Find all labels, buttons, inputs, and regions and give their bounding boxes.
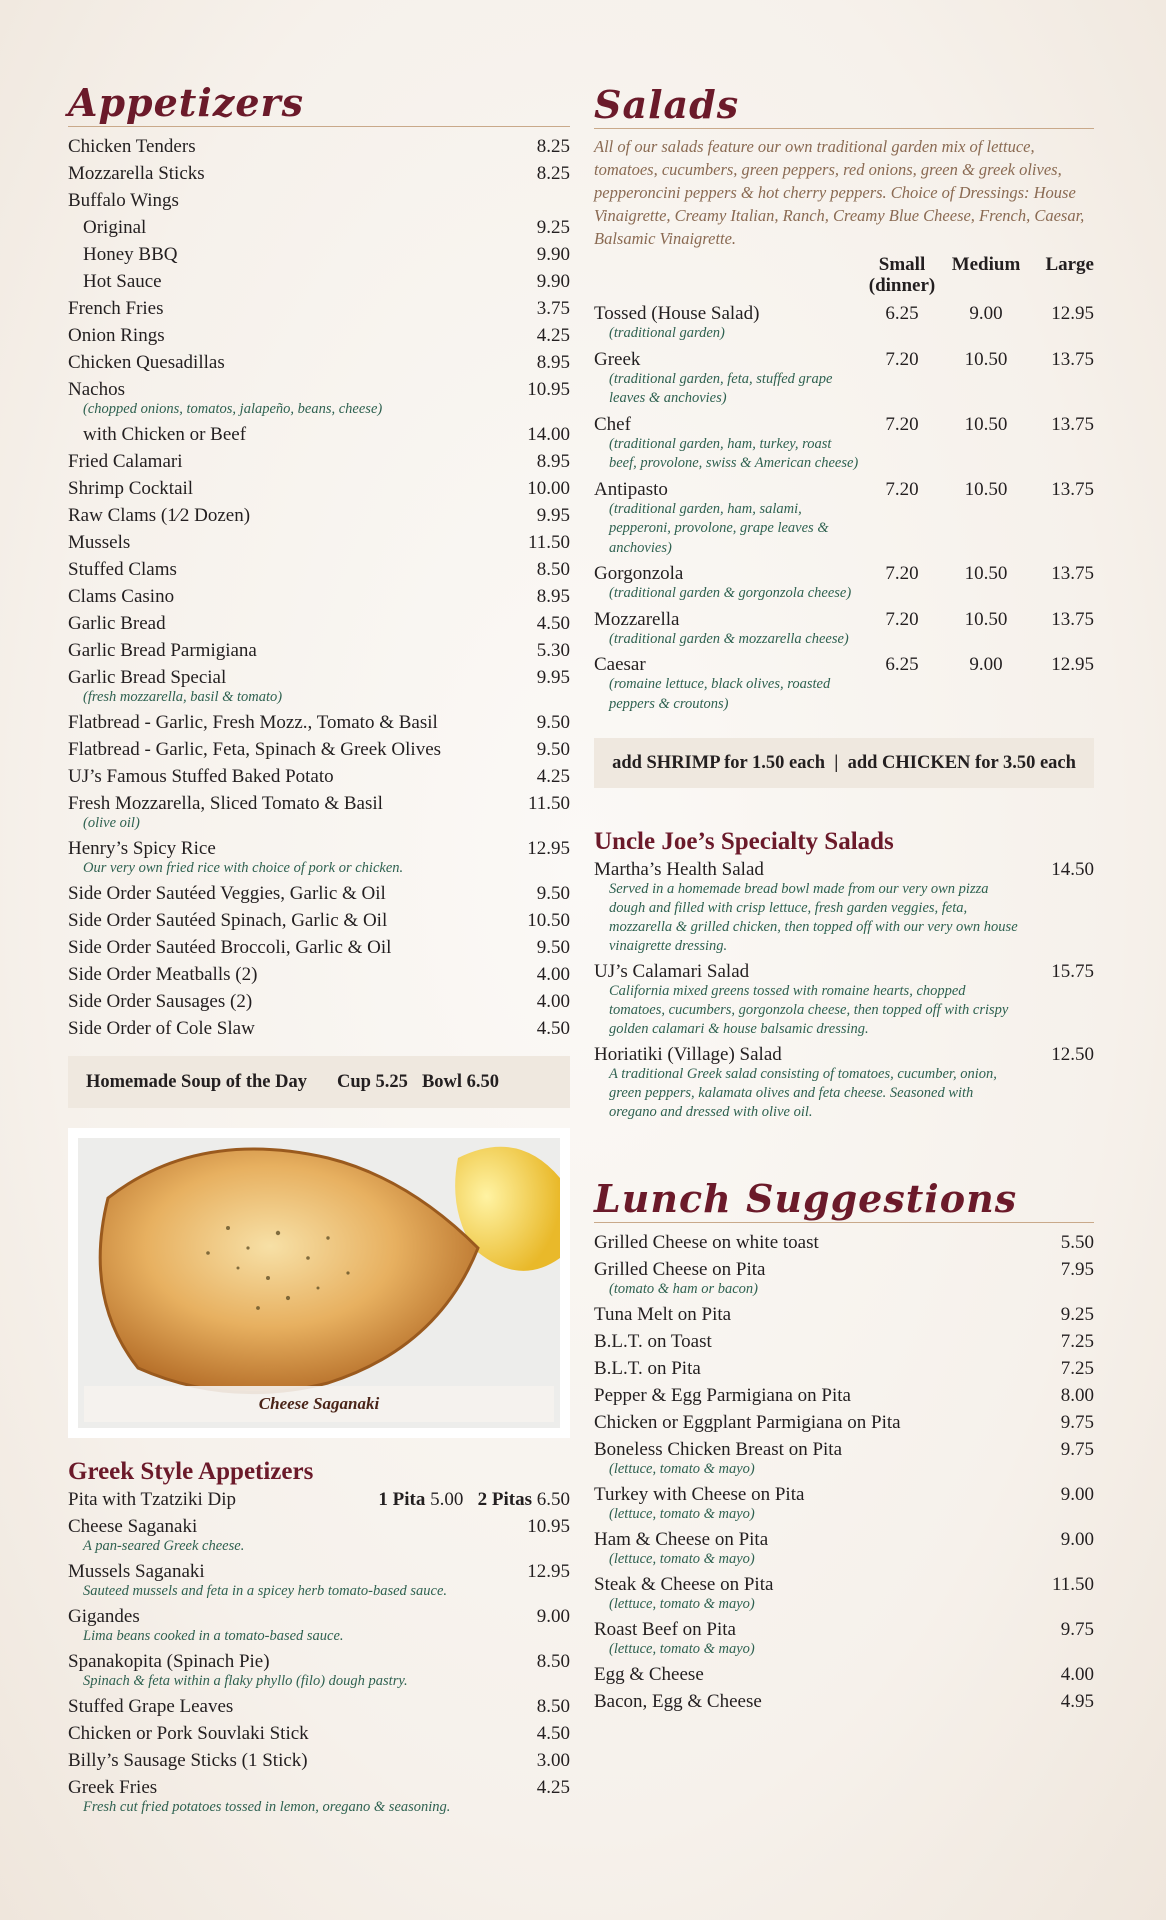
- salad-name: Greek: [594, 348, 641, 370]
- menu-item: [68, 835, 570, 862]
- item-description: (lettuce, tomato & mayo): [609, 1506, 755, 1522]
- item-description: California mixed greens tossed with romaine hearts, chopped tomatoes, cucumbers, gorgonzola cheese, then topped off with crispy golden calamari & house balsamic dressing.: [609, 983, 1009, 1037]
- item-name: Roast Beef on Pita: [594, 1619, 736, 1640]
- salad-price-medium: 10.50: [964, 413, 1008, 435]
- menu-item: [68, 421, 570, 448]
- item-name: UJ’s Calamari Salad: [594, 961, 750, 982]
- menu-item: [68, 1015, 570, 1042]
- specialty-salads-list: [594, 856, 1094, 1122]
- item-price: 5.50: [1060, 1232, 1094, 1253]
- salads-list: [594, 300, 1094, 716]
- item-price: 9.00: [1060, 1529, 1094, 1550]
- item-name: B.L.T. on Toast: [594, 1331, 712, 1352]
- item-name: Chicken or Pork Souvlaki Stick: [68, 1723, 309, 1744]
- item-name: Nachos: [68, 379, 125, 400]
- menu-item: [594, 1526, 1094, 1553]
- item-name: Stuffed Grape Leaves: [68, 1696, 234, 1717]
- item-description: Our very own fried rice with choice of pork or chicken.: [83, 860, 404, 876]
- menu-item: [68, 1720, 570, 1747]
- col-small: Small (dinner): [868, 254, 936, 296]
- menu-item: [68, 322, 570, 349]
- item-price: 4.25: [536, 325, 570, 346]
- item-price: 3.00: [536, 1750, 570, 1771]
- item-price: 4.25: [536, 766, 570, 787]
- salad-item: [594, 411, 1094, 476]
- salad-name: Antipasto: [594, 478, 668, 500]
- menu-item: [68, 880, 570, 907]
- item-name: Grilled Cheese on Pita: [594, 1259, 766, 1280]
- menu-item: [594, 1041, 1094, 1068]
- salad-item: [594, 476, 1094, 561]
- salad-description: (traditional garden, feta, stuffed grape leaves & anchovies): [609, 370, 833, 406]
- item-name: French Fries: [68, 298, 164, 319]
- menu-item: [68, 529, 570, 556]
- item-name: Garlic Bread: [68, 613, 166, 634]
- item-name: Mozzarella Sticks: [68, 163, 205, 184]
- item-description: A pan-seared Greek cheese.: [83, 1538, 245, 1554]
- menu-item: [68, 790, 570, 817]
- salad-name-block: [594, 651, 860, 716]
- salad-price-large: 13.75: [1051, 348, 1094, 370]
- item-name: Fresh Mozzarella, Sliced Tomato & Basil: [68, 793, 383, 814]
- item-price: 9.00: [1060, 1484, 1094, 1505]
- item-description: (lettuce, tomato & mayo): [609, 1596, 755, 1612]
- soup-cup-price: Cup 5.25: [336, 1071, 408, 1092]
- item-name: Greek Fries: [68, 1777, 158, 1798]
- menu-item: [594, 1436, 1094, 1463]
- item-name: Onion Rings: [68, 325, 165, 346]
- item-name: Cheese Saganaki: [68, 1516, 198, 1537]
- salad-name: Mozzarella: [594, 608, 680, 630]
- menu-item: [594, 1355, 1094, 1382]
- item-price: 3.75: [536, 298, 570, 319]
- salad-price-small: 6.25: [885, 303, 919, 324]
- menu-item: [68, 502, 570, 529]
- item-description: Sauteed mussels and feta in a spicey herb tomato-based sauce.: [83, 1583, 448, 1599]
- item-description: Fresh cut fried potatoes tossed in lemon, oregano & seasoning.: [83, 1799, 451, 1815]
- item-price: 10.50: [527, 910, 570, 931]
- item-price: 9.95: [536, 667, 570, 688]
- salad-size-headers: [594, 254, 1094, 296]
- item-price: 4.50: [536, 1018, 570, 1039]
- item-name: Shrimp Cocktail: [68, 478, 194, 499]
- menu-item: [68, 907, 570, 934]
- salad-item: [594, 651, 1094, 716]
- salad-price-small: 7.20: [885, 348, 919, 370]
- col-medium: Medium: [951, 254, 1021, 275]
- photo-caption: Cheese Saganaki: [84, 1386, 554, 1422]
- item-price: 7.25: [1060, 1358, 1094, 1379]
- menu-item: [68, 988, 570, 1015]
- salad-price-small: 7.20: [885, 608, 919, 630]
- greek-appetizers-title: Greek Style Appetizers: [68, 1458, 314, 1485]
- saganaki-image: [78, 1138, 560, 1428]
- item-name: Mussels: [68, 532, 131, 553]
- item-name: Honey BBQ: [83, 244, 178, 265]
- item-price: 11.50: [527, 532, 570, 553]
- item-name: Buffalo Wings: [68, 190, 179, 211]
- item-price: 9.75: [1060, 1412, 1094, 1433]
- menu-item: [68, 961, 570, 988]
- item-name: Clams Casino: [68, 586, 175, 607]
- item-name: UJ’s Famous Stuffed Baked Potato: [68, 766, 334, 787]
- item-name: Garlic Bread Parmigiana: [68, 640, 257, 661]
- salad-price-medium: 9.00: [969, 654, 1003, 675]
- item-name: Gigandes: [68, 1606, 140, 1627]
- item-price: 9.95: [536, 505, 570, 526]
- item-price: 8.95: [536, 352, 570, 373]
- salad-name-block: [594, 476, 860, 561]
- menu-item: [68, 736, 570, 763]
- salad-description: (traditional garden & mozzarella cheese): [609, 630, 849, 647]
- menu-item: [68, 1603, 570, 1630]
- salad-price-small: 6.25: [885, 654, 919, 675]
- item-description: (olive oil): [83, 815, 140, 831]
- item-price: 4.00: [1060, 1664, 1094, 1685]
- salad-price-large: 13.75: [1051, 478, 1094, 500]
- menu-item: [68, 1558, 570, 1585]
- menu-item: [594, 856, 1094, 883]
- menu-item: [594, 1571, 1094, 1598]
- item-name: Billy’s Sausage Sticks (1 Stick): [68, 1750, 308, 1771]
- item-price: 14.00: [527, 424, 570, 445]
- menu-item: [68, 709, 570, 736]
- menu-item: [594, 1481, 1094, 1508]
- salad-name: Chef: [594, 413, 631, 435]
- menu-item: [594, 1301, 1094, 1328]
- item-price: 11.50: [1051, 1574, 1094, 1595]
- item-price: 5.30: [536, 640, 570, 661]
- menu-item: [594, 1328, 1094, 1355]
- item-name: Garlic Bread Special: [68, 667, 227, 688]
- item-name: Side Order Meatballs (2): [68, 964, 258, 985]
- item-price: 9.50: [536, 937, 570, 958]
- item-price: 8.95: [536, 451, 570, 472]
- menu-item: [594, 1409, 1094, 1436]
- salad-description: (traditional garden): [609, 325, 725, 341]
- item-description: A traditional Greek salad consisting of tomatoes, cucumber, onion, green peppers, kalamata olives and feta cheese. Seasoned with oregano and dressed with olive oil.: [609, 1066, 997, 1120]
- item-price: 4.95: [1060, 1691, 1094, 1712]
- salad-price-large: 13.75: [1051, 608, 1094, 630]
- menu-item: [594, 958, 1094, 985]
- item-price: 4.25: [536, 1777, 570, 1798]
- item-price: 4.00: [536, 964, 570, 985]
- menu-item: [68, 763, 570, 790]
- item-price: 8.25: [536, 136, 570, 157]
- salad-price-small: 7.20: [885, 478, 919, 500]
- item-name: Side Order of Cole Slaw: [68, 1018, 255, 1039]
- menu-item: [68, 583, 570, 610]
- photo-frame: [78, 1138, 560, 1428]
- salad-price-large: 12.95: [1051, 303, 1094, 324]
- menu-item: [68, 448, 570, 475]
- menu-item: [594, 1661, 1094, 1688]
- item-name: Martha’s Health Salad: [594, 859, 764, 880]
- menu-item: [68, 1693, 570, 1720]
- item-price: 9.25: [536, 217, 570, 238]
- salad-name: Tossed (House Salad): [594, 303, 760, 324]
- soup-callout: [68, 1056, 570, 1108]
- salad-description: (traditional garden, ham, turkey, roast beef, provolone, swiss & American cheese): [609, 435, 859, 471]
- salad-price-large: 12.95: [1051, 654, 1094, 675]
- menu-item: [68, 214, 570, 241]
- menu-item: [594, 1382, 1094, 1409]
- menu-item: [68, 295, 570, 322]
- salad-item: [594, 606, 1094, 652]
- one-pita-label: 1 Pita: [378, 1489, 426, 1510]
- item-name: Raw Clams (1⁄2 Dozen): [68, 505, 251, 526]
- item-description: (lettuce, tomato & mayo): [609, 1461, 755, 1477]
- col-large: Large: [1045, 254, 1094, 275]
- salad-item: [594, 560, 1094, 606]
- item-name: Side Order Sautéed Broccoli, Garlic & Oil: [68, 937, 392, 958]
- item-name: Flatbread - Garlic, Fresh Mozz., Tomato & Basil: [68, 712, 438, 733]
- salad-name-block: [594, 606, 860, 652]
- item-price: 8.00: [1060, 1385, 1094, 1406]
- item-name: Hot Sauce: [83, 271, 162, 292]
- menu-item: [68, 934, 570, 961]
- item-description: Spinach & feta within a flaky phyllo (filo) dough pastry.: [83, 1673, 408, 1689]
- salad-item: [594, 300, 1094, 346]
- item-price: 9.00: [536, 1606, 570, 1627]
- item-name: Egg & Cheese: [594, 1664, 704, 1685]
- item-price: 9.50: [536, 712, 570, 733]
- salad-price-small: 7.20: [885, 413, 919, 435]
- item-price: 10.95: [527, 1516, 570, 1537]
- item-name: Side Order Sautéed Spinach, Garlic & Oil: [68, 910, 388, 931]
- salad-price-medium: 10.50: [964, 478, 1008, 500]
- item-description: (chopped onions, tomatos, jalapeño, beans, cheese): [83, 401, 383, 417]
- menu-item: [594, 1256, 1094, 1283]
- item-name: Pepper & Egg Parmigiana on Pita: [594, 1385, 851, 1406]
- item-description: Lima beans cooked in a tomato-based sauce.: [83, 1628, 344, 1644]
- item-name: Horiatiki (Village) Salad: [594, 1044, 782, 1065]
- soup-label: Homemade Soup of the Day: [86, 1071, 307, 1092]
- one-pita-price: 5.00: [430, 1489, 464, 1510]
- appetizers-list: [68, 133, 570, 1042]
- item-price: 10.00: [527, 478, 570, 499]
- menu-item: [68, 556, 570, 583]
- salads-title: Salads: [594, 86, 1094, 129]
- item-price: 15.75: [1051, 961, 1094, 982]
- item-name: Grilled Cheese on white toast: [594, 1232, 819, 1253]
- salad-price-medium: 10.50: [964, 348, 1008, 370]
- item-name: Mussels Saganaki: [68, 1561, 205, 1582]
- salad-name-block: [594, 300, 860, 346]
- salad-name-block: [594, 346, 860, 411]
- menu-item: [68, 187, 570, 214]
- salad-addon-callout: add SHRIMP for 1.50 each | add CHICKEN for 3.50 each: [594, 738, 1094, 788]
- menu-item: [68, 349, 570, 376]
- salads-intro: All of our salads feature our own traditional garden mix of lettuce, tomatoes, cucumbers, green peppers, red onions, green & greek olives, pepperoncini peppers & hot cherry peppers. Choice of Dressings: House Vinaigrette, Creamy Italian, Ranch, Creamy Blue Cheese, French, Caesar, Balsamic Vinaigrette.: [594, 137, 1085, 248]
- lunch-list: [594, 1229, 1094, 1715]
- menu-item: [594, 1688, 1094, 1715]
- item-price: 12.50: [1051, 1044, 1094, 1065]
- item-price: 9.75: [1060, 1439, 1094, 1460]
- item-price: 4.00: [536, 991, 570, 1012]
- item-price: 9.50: [536, 883, 570, 904]
- item-price: 4.50: [536, 613, 570, 634]
- item-price: 9.90: [536, 244, 570, 265]
- item-name: Original: [83, 217, 147, 238]
- salad-price-medium: 10.50: [964, 608, 1008, 630]
- item-name: Tuna Melt on Pita: [594, 1304, 732, 1325]
- menu-item: [68, 664, 570, 691]
- item-name: Henry’s Spicy Rice: [68, 838, 216, 859]
- item-price: 8.50: [536, 1651, 570, 1672]
- item-price: 14.50: [1051, 859, 1094, 880]
- salad-price-large: 13.75: [1051, 413, 1094, 435]
- salad-description: (romaine lettuce, black olives, roasted peppers & croutons): [609, 676, 831, 712]
- item-description: (lettuce, tomato & mayo): [609, 1551, 755, 1567]
- menu-item: [68, 1513, 570, 1540]
- two-pitas-price: 6.50: [536, 1489, 570, 1510]
- menu-item: [594, 1616, 1094, 1643]
- menu-item: [68, 610, 570, 637]
- salad-price-small: 7.20: [885, 563, 919, 584]
- item-price: 12.95: [527, 1561, 570, 1582]
- two-pitas-label: 2 Pitas: [477, 1489, 532, 1510]
- item-name: with Chicken or Beef: [83, 424, 247, 445]
- salad-price-medium: 9.00: [969, 303, 1003, 324]
- soup-bowl-price: Bowl 6.50: [421, 1071, 500, 1092]
- item-price: 12.95: [527, 838, 570, 859]
- lunch-title: Lunch Suggestions: [594, 1180, 1094, 1223]
- item-price: 9.90: [536, 271, 570, 292]
- item-name: B.L.T. on Pita: [594, 1358, 701, 1379]
- item-price: 8.95: [536, 586, 570, 607]
- pita-prices: [378, 1486, 570, 1513]
- item-price: 8.50: [536, 1696, 570, 1717]
- menu-item: [68, 637, 570, 664]
- specialty-salads-title: Uncle Joe’s Specialty Salads: [594, 828, 894, 855]
- item-name: Stuffed Clams: [68, 559, 177, 580]
- item-price: 10.95: [527, 379, 570, 400]
- pita-name: Pita with Tzatziki Dip: [68, 1489, 236, 1510]
- greek-appetizers-list: [68, 1513, 570, 1817]
- salad-name-block: [594, 411, 860, 476]
- item-name: Boneless Chicken Breast on Pita: [594, 1439, 843, 1460]
- item-price: 9.50: [536, 739, 570, 760]
- item-name: Side Order Sausages (2): [68, 991, 253, 1012]
- item-description: (lettuce, tomato & mayo): [609, 1641, 755, 1657]
- item-name: Flatbread - Garlic, Feta, Spinach & Greek Olives: [68, 739, 442, 760]
- item-description: Served in a homemade bread bowl made from our very own pizza dough and filled with crisp lettuce, fresh garden veggies, feta, mozzarella & grilled chicken, then topped off with our very own house vinaigrette dressing.: [609, 881, 1018, 954]
- item-name: Ham & Cheese on Pita: [594, 1529, 769, 1550]
- item-name: Chicken Tenders: [68, 136, 196, 157]
- item-price: 9.75: [1060, 1619, 1094, 1640]
- salad-description: (traditional garden & gorgonzola cheese): [609, 585, 852, 601]
- menu-item: [68, 376, 570, 403]
- menu-item: [68, 133, 570, 160]
- item-price: 8.25: [536, 163, 570, 184]
- right-column: [594, 0, 1094, 1715]
- item-name: Chicken or Eggplant Parmigiana on Pita: [594, 1412, 901, 1433]
- pita-row: [68, 1486, 570, 1513]
- salad-item: [594, 346, 1094, 411]
- menu-item: [68, 241, 570, 268]
- cheese-saganaki-photo: [68, 1128, 570, 1438]
- item-price: 9.25: [1060, 1304, 1094, 1325]
- salad-price-medium: 10.50: [964, 563, 1008, 584]
- item-name: Fried Calamari: [68, 451, 183, 472]
- menu-item: [68, 1747, 570, 1774]
- menu-item: [68, 1774, 570, 1801]
- menu-item: [68, 268, 570, 295]
- left-column: [68, 0, 570, 1819]
- item-name: Side Order Sautéed Veggies, Garlic & Oil: [68, 883, 386, 904]
- item-name: Bacon, Egg & Cheese: [594, 1691, 762, 1712]
- appetizers-title: Appetizers: [68, 84, 570, 127]
- menu-item: [68, 160, 570, 187]
- item-name: Chicken Quesadillas: [68, 352, 225, 373]
- salad-name-block: [594, 560, 860, 606]
- menu-item: [68, 1648, 570, 1675]
- item-name: Steak & Cheese on Pita: [594, 1574, 774, 1595]
- salad-name: Gorgonzola: [594, 563, 684, 584]
- item-price: 7.95: [1060, 1259, 1094, 1280]
- item-name: Turkey with Cheese on Pita: [594, 1484, 805, 1505]
- salad-description: (traditional garden, ham, salami, pepperoni, provolone, grape leaves & anchovies): [609, 500, 829, 556]
- item-name: Spanakopita (Spinach Pie): [68, 1651, 270, 1672]
- item-price: 7.25: [1060, 1331, 1094, 1352]
- item-description: (tomato & ham or bacon): [609, 1281, 759, 1297]
- salad-name: Caesar: [594, 654, 646, 675]
- item-price: 8.50: [536, 559, 570, 580]
- item-price: 11.50: [527, 793, 570, 814]
- item-price: 4.50: [536, 1723, 570, 1744]
- menu-item: [68, 475, 570, 502]
- item-description: (fresh mozzarella, basil & tomato): [83, 689, 283, 705]
- menu-item: [594, 1229, 1094, 1256]
- salad-price-large: 13.75: [1051, 563, 1094, 584]
